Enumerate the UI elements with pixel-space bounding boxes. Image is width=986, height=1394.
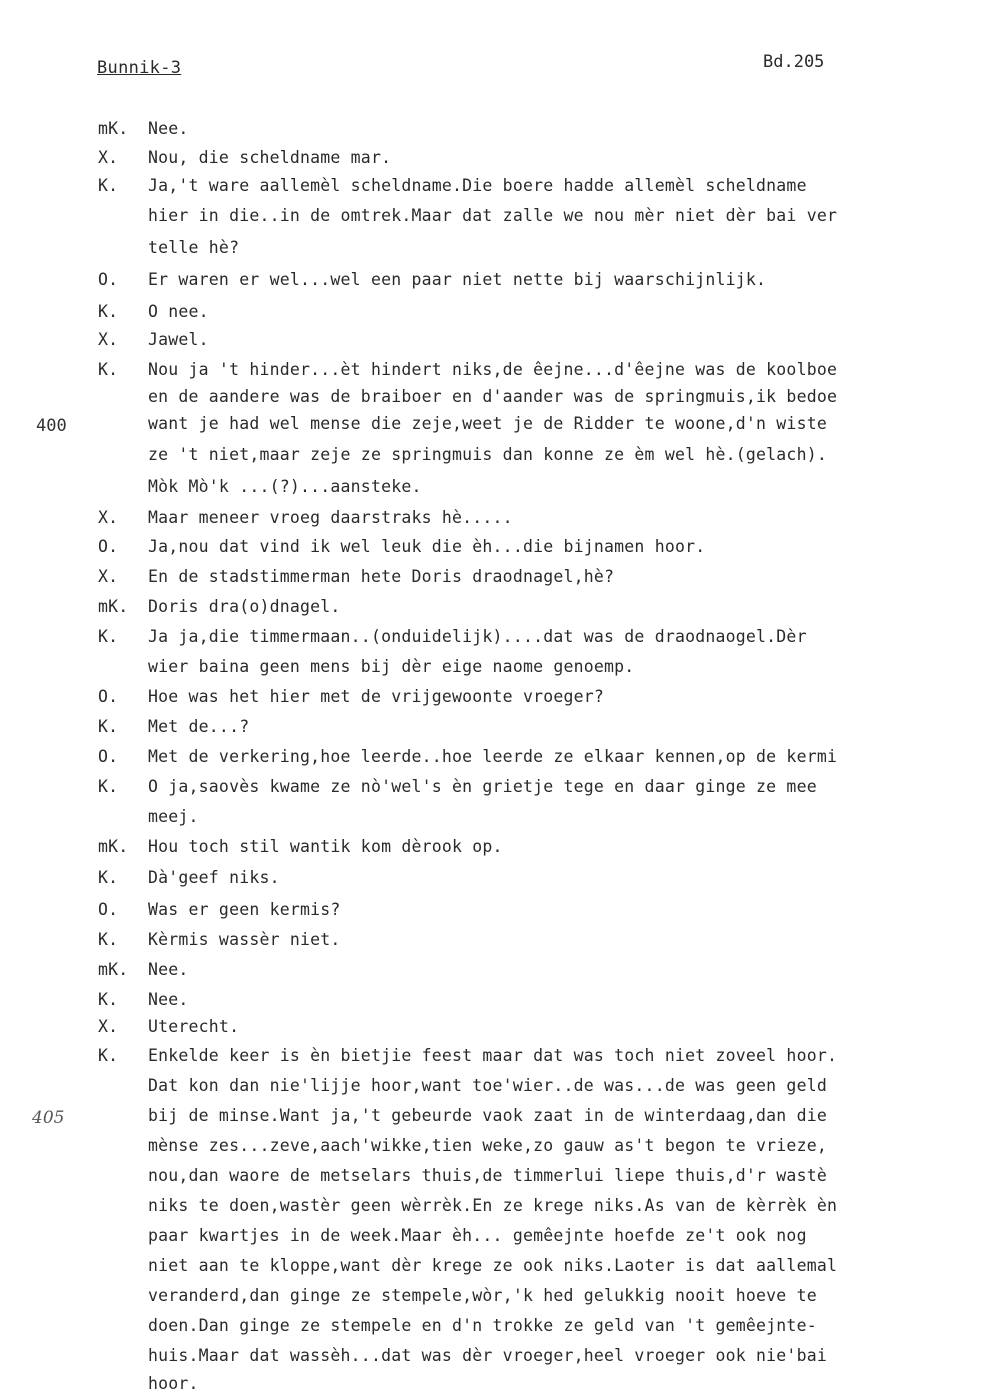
utterance-text: Nee. <box>148 990 189 1009</box>
utterance-text: Maar meneer vroeg daarstraks hè..... <box>148 508 513 527</box>
speaker-label: O. <box>98 537 119 556</box>
speaker-label: X. <box>98 148 119 167</box>
speaker-label: X. <box>98 508 119 527</box>
utterance-text: En de stadstimmerman hete Doris draodnagel,hè? <box>148 567 615 586</box>
utterance-text: en de aandere was de braiboer en d'aander was de springmuis,ik bedoe <box>148 387 838 406</box>
speaker-label: X. <box>98 1017 119 1036</box>
speaker-label: X. <box>98 330 119 349</box>
utterance-text: O ja,saovès kwame ze nò'wel's èn grietje tege en daar ginge ze mee <box>148 777 817 796</box>
document-header-left: Bunnik-3 <box>97 58 182 78</box>
utterance-text: niks te doen,wastèr geen wèrrèk.En ze krege niks.As van de kèrrèk èn <box>148 1196 838 1215</box>
speaker-label: X. <box>98 567 119 586</box>
utterance-text: veranderd,dan ginge ze stempele,wòr,'k hed gelukkig nooit hoeve te <box>148 1286 817 1305</box>
utterance-text: meej. <box>148 807 199 826</box>
utterance-text: Enkelde keer is èn bietjie feest maar dat was toch niet zoveel hoor. <box>148 1046 838 1065</box>
utterance-text: Met de...? <box>148 717 250 736</box>
utterance-text: telle hè? <box>148 238 240 257</box>
speaker-label: K. <box>98 360 119 379</box>
margin-line-number-400: 400 <box>36 416 67 436</box>
utterance-text: Nou, die scheldname mar. <box>148 148 392 167</box>
speaker-label: mK. <box>98 119 129 138</box>
margin-line-number-405: 405 <box>32 1108 65 1128</box>
utterance-text: Kèrmis wassèr niet. <box>148 930 341 949</box>
utterance-text: nou,dan waore de metselars thuis,de timmerlui liepe thuis,d'r wastè <box>148 1166 827 1185</box>
utterance-text: hoor. <box>148 1374 199 1393</box>
utterance-text: Ja ja,die timmermaan..(onduidelijk)....dat was de draodnaogel.Dèr <box>148 627 807 646</box>
utterance-text: Jawel. <box>148 330 209 349</box>
speaker-label: O. <box>98 270 119 289</box>
speaker-label: mK. <box>98 597 129 616</box>
utterance-text: Doris dra(o)dnagel. <box>148 597 341 616</box>
utterance-text: ze 't niet,maar zeje ze springmuis dan konne ze èm wel hè.(gelach). <box>148 445 827 464</box>
speaker-label: mK. <box>98 837 129 856</box>
utterance-text: O nee. <box>148 302 209 321</box>
speaker-label: K. <box>98 868 119 887</box>
speaker-label: K. <box>98 627 119 646</box>
speaker-label: mK. <box>98 960 129 979</box>
utterance-text: Er waren er wel...wel een paar niet nette bij waarschijnlijk. <box>148 270 767 289</box>
utterance-text: Nee. <box>148 119 189 138</box>
speaker-label: O. <box>98 900 119 919</box>
utterance-text: Nou ja 't hinder...èt hindert niks,de êejne...d'êejne was de koolboe <box>148 360 838 379</box>
speaker-label: K. <box>98 930 119 949</box>
utterance-text: doen.Dan ginge ze stempele en d'n trokke ze geld van 't gemêejnte- <box>148 1316 817 1335</box>
utterance-text: Uterecht. <box>148 1017 240 1036</box>
speaker-label: K. <box>98 717 119 736</box>
utterance-text: Nee. <box>148 960 189 979</box>
speaker-label: K. <box>98 990 119 1009</box>
utterance-text: Dat kon dan nie'lijje hoor,want toe'wier..de was...de was geen geld <box>148 1076 827 1095</box>
utterance-text: Mòk Mò'k ...(?)...aansteke. <box>148 477 422 496</box>
utterance-text: wier baina geen mens bij dèr eige naome genoemp. <box>148 657 635 676</box>
utterance-text: Ja,'t ware aallemèl scheldname.Die boere hadde allemèl scheldname <box>148 176 807 195</box>
utterance-text: want je had wel mense die zeje,weet je de Ridder te woone,d'n wiste <box>148 414 827 433</box>
document-header-right: Bd.205 <box>763 52 825 72</box>
utterance-text: huis.Maar dat wassèh...dat was dèr vroeger,heel vroeger ook nie'bai <box>148 1346 827 1365</box>
utterance-text: niet aan te kloppe,want dèr krege ze ook niks.Laoter is dat aallemal <box>148 1256 838 1275</box>
utterance-text: Dà'geef niks. <box>148 868 280 887</box>
speaker-label: K. <box>98 1046 119 1065</box>
speaker-label: K. <box>98 302 119 321</box>
utterance-text: mènse zes...zeve,aach'wikke,tien weke,zo gauw as't begon te vrieze, <box>148 1136 827 1155</box>
speaker-label: O. <box>98 687 119 706</box>
speaker-label: K. <box>98 176 119 195</box>
speaker-label: K. <box>98 777 119 796</box>
utterance-text: Hou toch stil wantik kom dèrook op. <box>148 837 503 856</box>
utterance-text: Ja,nou dat vind ik wel leuk die èh...die bijnamen hoor. <box>148 537 706 556</box>
utterance-text: paar kwartjes in de week.Maar èh... gemêejnte hoefde ze't ook nog <box>148 1226 807 1245</box>
utterance-text: hier in die..in de omtrek.Maar dat zalle we nou mèr niet dèr bai ver <box>148 206 838 225</box>
utterance-text: Was er geen kermis? <box>148 900 341 919</box>
speaker-label: O. <box>98 747 119 766</box>
utterance-text: Hoe was het hier met de vrijgewoonte vroeger? <box>148 687 605 706</box>
utterance-text: Met de verkering,hoe leerde..hoe leerde ze elkaar kennen,op de kermi <box>148 747 838 766</box>
utterance-text: bij de minse.Want ja,'t gebeurde vaok zaat in de winterdaag,dan die <box>148 1106 827 1125</box>
